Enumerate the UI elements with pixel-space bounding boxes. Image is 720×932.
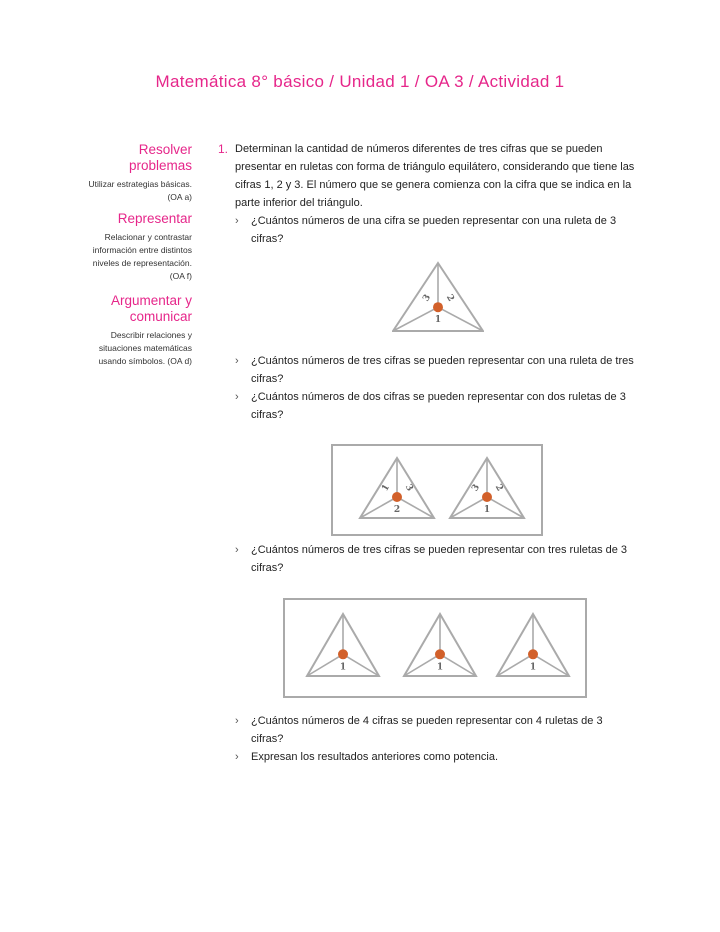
- roulette-label-bottom: 1: [483, 505, 491, 515]
- roulette-label-right: 3: [402, 482, 415, 494]
- roulette-pointer: [528, 649, 538, 659]
- question-text: ¿Cuántos números de 4 cifras se pueden representar con 4 ruletas de 3 cifras?: [251, 715, 603, 745]
- roulette-label-bottom: 1: [339, 662, 347, 673]
- roulette-pointer: [338, 649, 348, 659]
- question-1: [235, 212, 638, 248]
- roulette-label-right: 2: [443, 292, 456, 304]
- question-text: Expresan los resultados anteriores como potencia.: [251, 751, 499, 763]
- roulette-label-left: 3: [470, 482, 483, 494]
- activity-statement: Determinan la cantidad de números diferentes de tres cifras que se pueden presentar en ruletas con forma de triángulo equilátero, considerando que tiene las cifras 1, 2 y 3. El número que se genera comienza con la cifra que se indica en la parte inferior del triángulo.: [235, 143, 635, 209]
- skill-heading: Representar: [117, 211, 192, 226]
- figure-two-roulettes: [331, 444, 543, 536]
- chevron-icon: ›: [235, 715, 239, 727]
- roulette-pointer: [482, 492, 492, 502]
- figure-three-roulettes: [283, 598, 587, 698]
- roulette-pointer: [435, 649, 445, 659]
- roulette-label-bottom: 1: [529, 662, 537, 673]
- question-3: [235, 388, 638, 424]
- question-6: [235, 748, 638, 766]
- skill-argumentar: [80, 293, 192, 368]
- question-2: [235, 352, 638, 388]
- chevron-icon: ›: [235, 355, 239, 367]
- roulette-label-left: 1: [380, 482, 393, 494]
- activity-number: 1.: [218, 142, 229, 156]
- roulette-pointer: [392, 492, 402, 502]
- roulette-label-bottom: 2: [393, 505, 401, 515]
- roulette-label-bottom: 1: [434, 315, 442, 326]
- skill-desc: Relacionar y contrastar información entre distintos niveles de representación. (OA f): [92, 232, 192, 281]
- page-title: Matemática 8° básico / Unidad 1 / OA 3 / Actividad 1: [155, 72, 565, 91]
- question-text: ¿Cuántos números de tres cifras se pueden representar con una ruleta de tres cifras?: [251, 355, 634, 385]
- chevron-icon: ›: [235, 215, 239, 227]
- skill-desc: Utilizar estrategias básicas. (OA a): [88, 179, 192, 202]
- question-text: ¿Cuántos números de una cifra se pueden representar con una ruleta de 3 cifras?: [251, 215, 617, 245]
- skill-representar: [80, 211, 192, 283]
- roulette-pointer: [433, 302, 443, 312]
- skill-heading: Argumentar y comunicar: [110, 293, 192, 324]
- question-text: ¿Cuántos números de tres cifras se pueden representar con tres ruletas de 3 cifras?: [251, 544, 628, 574]
- roulette-label-left: 3: [421, 292, 434, 304]
- skill-desc: Describir relaciones y situaciones matemáticas usando símbolos. (OA d): [98, 330, 192, 366]
- chevron-icon: ›: [235, 391, 239, 403]
- skill-resolver: [80, 142, 192, 204]
- roulette-label-bottom: 1: [436, 662, 444, 673]
- question-5: [235, 712, 638, 748]
- chevron-icon: ›: [235, 544, 239, 556]
- roulette-label-right: 2: [492, 482, 505, 494]
- question-text: ¿Cuántos números de dos cifras se pueden representar con dos ruletas de 3 cifras?: [251, 391, 626, 421]
- skill-heading: Resolver problemas: [128, 142, 192, 173]
- chevron-icon: ›: [235, 751, 239, 763]
- figure-single-roulette: [392, 260, 484, 334]
- question-4: [235, 541, 638, 577]
